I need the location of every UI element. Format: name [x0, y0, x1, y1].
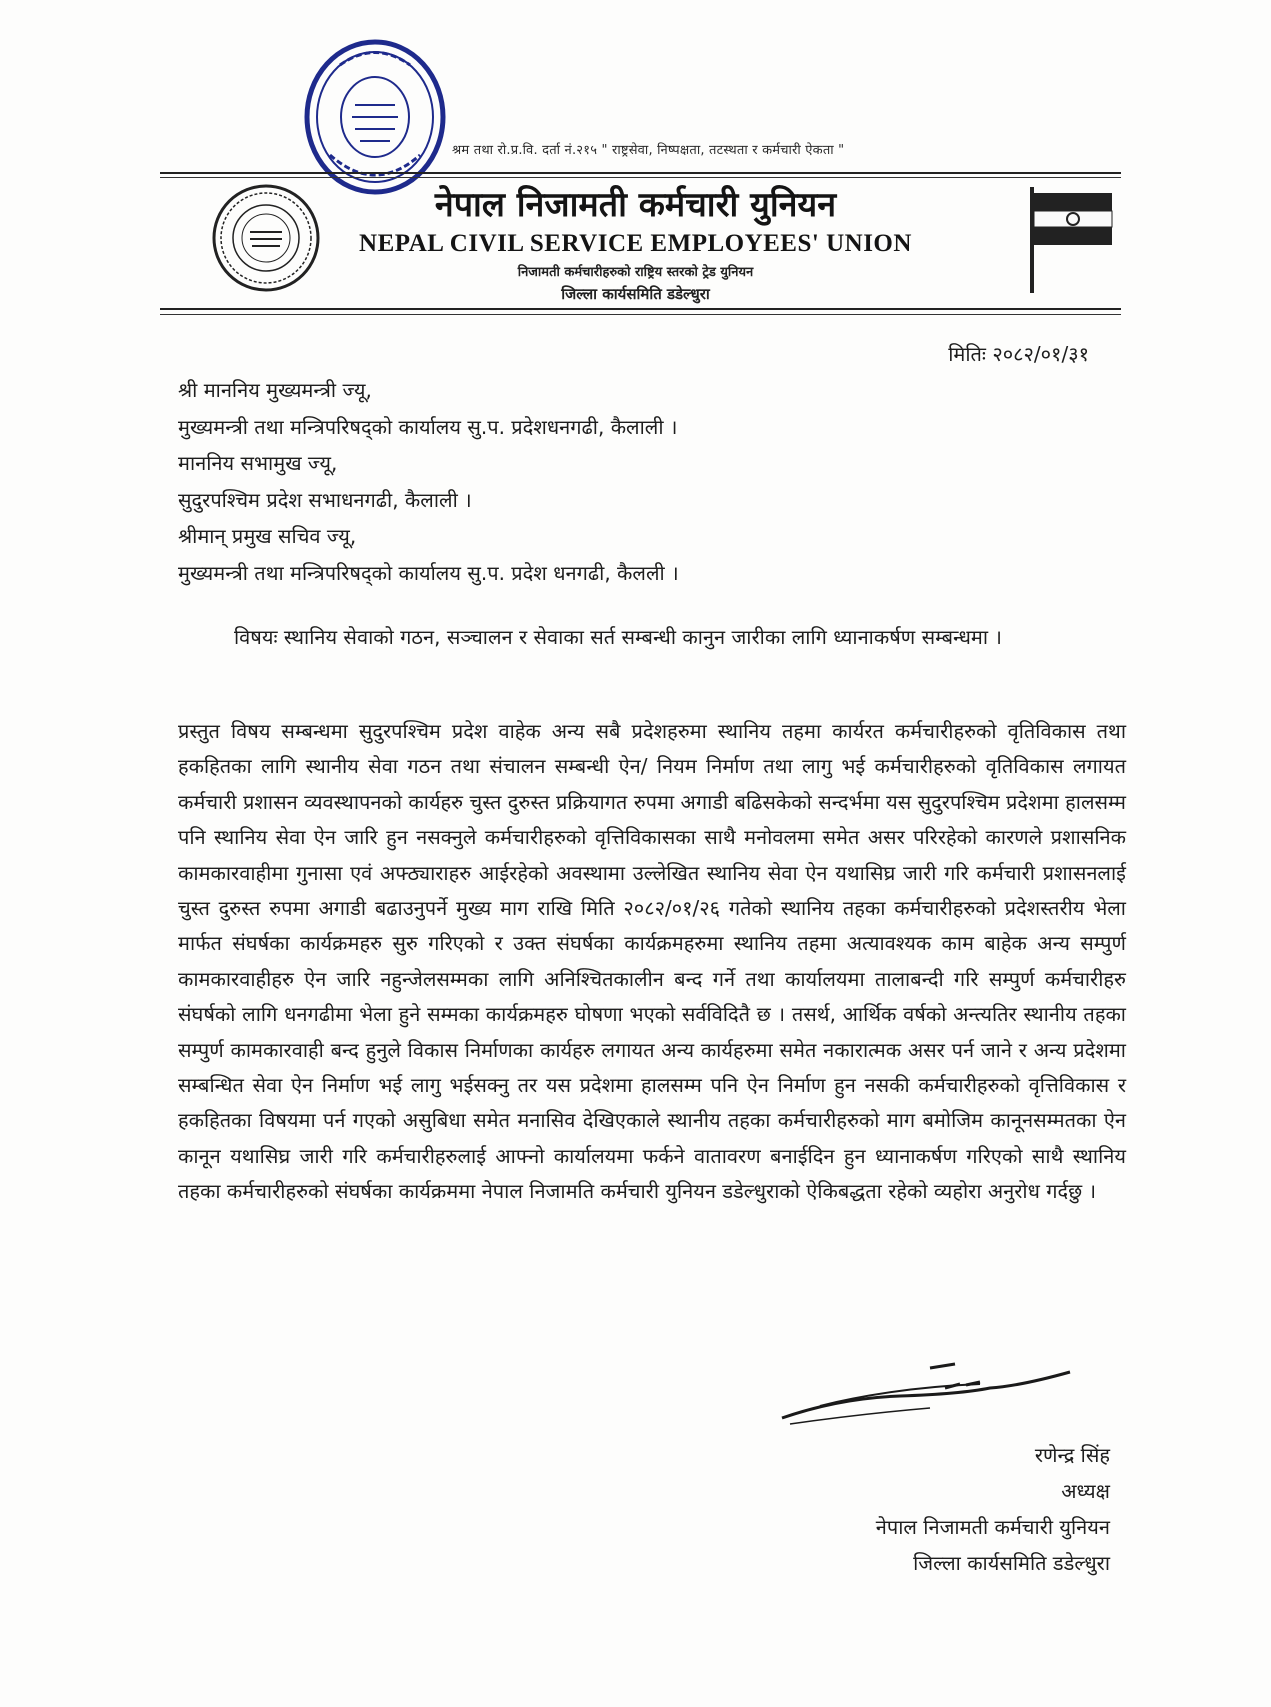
org-name-english: NEPAL CIVIL SERVICE EMPLOYEES' UNION — [359, 230, 912, 257]
signatory-name: रणेन्द्र सिंह — [1034, 1443, 1110, 1467]
addressee-line: सुदुरपश्चिम प्रदेश सभाधनगढी, कैलाली । — [178, 487, 472, 512]
handwritten-signature — [780, 1358, 1080, 1433]
addressee-block — [178, 372, 1118, 591]
addressee-line: श्री माननिय मुख्यमन्त्री ज्यू, — [178, 378, 372, 402]
addressee-line: मुख्यमन्त्री तथा मन्त्रिपरिषद्को कार्यालय सु.प. प्रदेश धनगढी, कैलली । — [178, 560, 679, 585]
letter-date: मितिः २०८२/०१/३१ — [948, 342, 1089, 366]
signatory-district: जिल्ला कार्यसमिति डडेल्धुरा — [913, 1551, 1110, 1575]
signatory-org: नेपाल निजामती कर्मचारी युनियन — [875, 1515, 1110, 1539]
letter-body: प्रस्तुत विषय सम्बन्धमा सुदुरपश्चिम प्रदेश वाहेक अन्य सबै प्रदेशहरुमा स्थानिय तहमा कार्यरत कर्मचारीहरुको वृतिविकास तथा हकहितका लागि स्थानीय सेवा गठन तथा संचालन सम्बन्धी ऐन/ नियम निर्माण तथा लागु भई कर्मचारीहरुको वृतिविकास लगायत कर्मचारी प्रशासन व्यवस्थापनको कार्यहरु चुस्त दुरुस्त प्रक्रियागत रुपमा अगाडी बढिसकेको सन्दर्भमा यस सुदुरपश्चिम प्रदेशमा हालसम्म पनि स्थानिय सेवा ऐन जारि हुन नसक्नुले कर्मचारीहरुको वृत्तिविकासका साथै मनोवलमा समेत असर परिरहेको कारणले प्रशासनिक कामकारवाहीमा गुनासा एवं अफ्ठ्याराहरु आईरहेको अवस्थामा उल्लेखित स्थानिय सेवा ऐन यथासिघ्र जारी गरि कर्मचारी प्रशासनलाई चुस्त दुरुस्त रुपमा अगाडी बढाउनुपर्ने मुख्य माग राखि मिति २०८२/०१/२६ गतेको स्थानिय तहका कर्मचारीहरुको प्रदेशस्तरीय भेला मार्फत संघर्षका कार्यक्रमहरु सुरु गरिएको र उक्त संघर्षका कार्यक्रमहरुमा स्थानिय तहमा अत्यावश्यक काम बाहेक अन्य सम्पुर्ण कामकारवाहीहरु ऐन जारि नहुन्जेलसम्मका लागि अनिश्चितकालीन बन्द गर्ने तथा कार्यालयमा तालाबन्दी गरि सम्पुर्ण कर्मचारीहरु संघर्षको लागि धनगढीमा भेला हुने सम्मका कार्यक्रमहरु घोषणा भएको सर्वविदितै छ । तसर्थ, आर्थिक वर्षको अन्त्यतिर स्थानीय तहका सम्पुर्ण कामकारवाही बन्द हुनुले विकास निर्माणका कार्यहरु लगायत अन्य कार्यहरुमा समेत नकारात्मक असर पर्न जाने र अन्य प्रदेशमा सम्बन्धित सेवा ऐन निर्माण भई लागु भईसक्नु तर यस प्रदेशमा हालसम्म पनि ऐन निर्माण हुन नसकी कर्मचारीहरुको वृत्तिविकास र हकहितका विषयमा पर्न गएको असुबिधा समेत मनासिव देखिएकाले स्थानीय तहका कर्मचारीहरुको माग बमोजिम कानूनसम्मतका ऐन कानून यथासिघ्र जारी गरि कर्मचारीहरुलाई आफ्नो कार्यालयमा फर्कने वातावरण बनाईदिन हुन ध्यानाकर्षण गरिएको साथै स्थानिय तहका कर्मचारीहरुको संघर्षका कार्यक्रममा नेपाल निजामति कर्मचारी युनियन डडेल्धुराको ऐकिबद्धता रहेको व्यहोरा अनुरोध गर्दछु । — [178, 719, 1126, 1204]
org-district: जिल्ला कार्यसमिति डडेल्धुरा — [561, 285, 710, 303]
addressee-line: श्रीमान् प्रमुख सचिव ज्यू, — [178, 524, 357, 548]
union-stamp-seal — [300, 35, 450, 200]
header-bottom-rule — [160, 308, 1121, 310]
signatory-block — [800, 1437, 1110, 1581]
letter-subject: विषयः स्थानिय सेवाको गठन, सञ्चालन र सेवाका सर्त सम्बन्धी कानुन जारीका लागि ध्यानाकर्षण सम्बन्धमा । — [234, 625, 1002, 649]
addressee-line: माननिय सभामुख ज्यू, — [178, 451, 338, 475]
registration-line: श्रम तथा रो.प्र.वि. दर्ता नं.२१५ " राष्ट्रसेवा, निष्पक्षता, तटस्थता र कर्मचारी ऐकता " — [452, 143, 845, 158]
addressee-line: मुख्यमन्त्री तथा मन्त्रिपरिषद्को कार्यालय सु.प. प्रदेशधनगढी, कैलाली । — [178, 414, 678, 439]
org-subtitle: निजामती कर्मचारीहरुको राष्ट्रिय स्तरको ट्रेड युनियन — [517, 265, 754, 280]
union-flag-icon — [1028, 185, 1118, 295]
header-top-rule-inner — [160, 177, 1121, 178]
header-bottom-rule-inner — [160, 314, 1121, 315]
signatory-title: अध्यक्ष — [1061, 1479, 1110, 1503]
org-name-nepali: नेपाल निजामती कर्मचारी युनियन — [434, 185, 837, 225]
header-top-rule — [160, 172, 1121, 174]
